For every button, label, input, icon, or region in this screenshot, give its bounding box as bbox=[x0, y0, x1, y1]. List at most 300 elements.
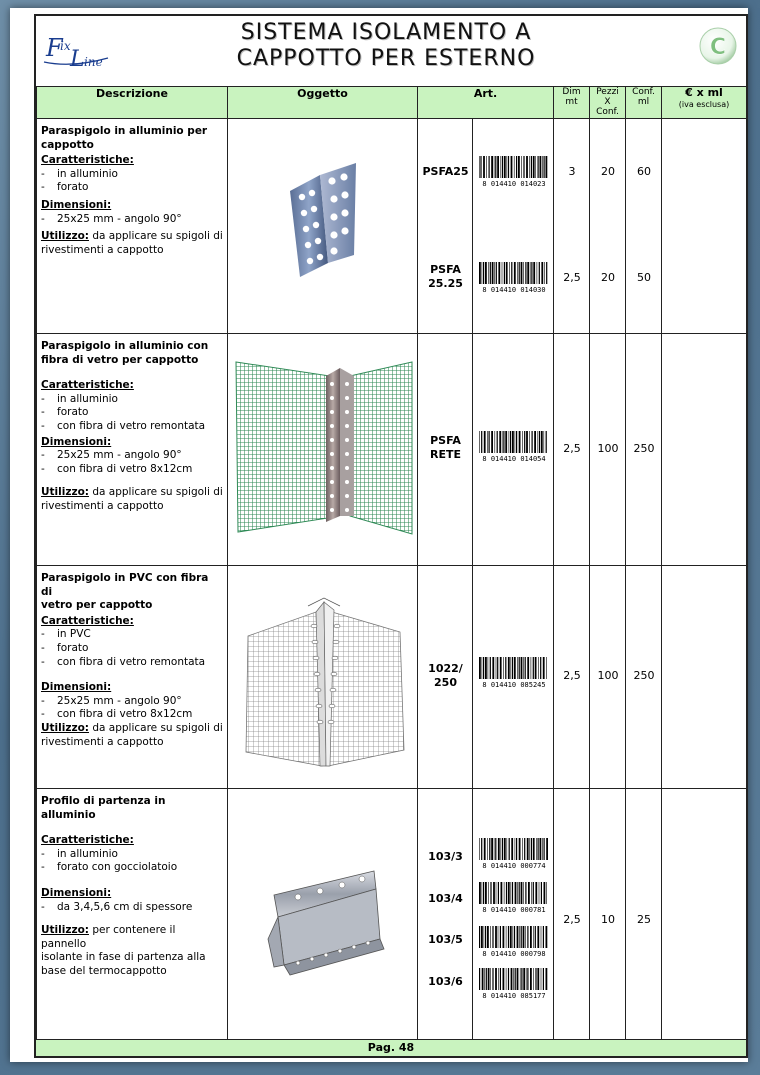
barcode-cell bbox=[473, 119, 554, 334]
barcode-bar bbox=[481, 431, 482, 453]
barcode-bar bbox=[515, 882, 517, 904]
barcode-bar bbox=[514, 156, 515, 178]
barcode-bar bbox=[514, 262, 516, 284]
barcode-bar bbox=[523, 882, 524, 904]
barcode-bar bbox=[529, 838, 530, 860]
dim-cell bbox=[554, 566, 590, 789]
barcode-bar bbox=[535, 968, 536, 990]
conf-cell bbox=[626, 566, 662, 789]
barcode-bar bbox=[539, 882, 540, 904]
use-l2: isolante in fase di partenza alla bbox=[41, 951, 206, 964]
barcode-bar bbox=[538, 156, 539, 178]
barcode bbox=[477, 656, 551, 688]
barcode-bar bbox=[479, 882, 481, 904]
article-code bbox=[418, 434, 473, 462]
table-row bbox=[37, 334, 747, 566]
barcode-bar bbox=[543, 968, 544, 990]
barcode-bar bbox=[498, 838, 500, 860]
barcode-bar bbox=[533, 657, 534, 679]
article-code: 103/5 bbox=[428, 933, 463, 946]
barcode-bar bbox=[500, 926, 501, 948]
col-price bbox=[662, 87, 747, 119]
barcode-bar bbox=[546, 838, 548, 860]
starter-profile-image bbox=[228, 789, 418, 1050]
product-image-cell bbox=[228, 119, 418, 334]
pezzi-cell bbox=[590, 119, 626, 334]
barcode-bar bbox=[535, 882, 537, 904]
barcode-cell bbox=[473, 789, 554, 1055]
product-name bbox=[41, 125, 207, 151]
product-name-l1: Paraspigolo in alluminio con bbox=[41, 340, 209, 352]
conf-cell bbox=[626, 119, 662, 334]
barcode-bar bbox=[495, 968, 497, 990]
barcode-bar bbox=[512, 882, 513, 904]
list-item: - con fibra di vetro remontata bbox=[41, 420, 223, 434]
barcode-bar bbox=[492, 926, 493, 948]
barcode-number: 8 014410 000781 bbox=[482, 906, 546, 913]
car-label: Caratteristiche: bbox=[41, 154, 134, 167]
pezzi-value: 100 bbox=[597, 669, 619, 682]
barcode-bar bbox=[488, 657, 489, 679]
barcode-bar bbox=[481, 926, 483, 948]
barcode-bar bbox=[508, 156, 509, 178]
barcode-bar bbox=[509, 431, 510, 453]
article-code-l2: 25.25 bbox=[428, 277, 463, 290]
barcode-bar bbox=[485, 657, 487, 679]
barcode-bar bbox=[537, 926, 539, 948]
barcode-bar bbox=[538, 431, 539, 453]
barcode-bar bbox=[498, 882, 499, 904]
barcode-bar bbox=[487, 431, 488, 453]
barcode-bar bbox=[484, 838, 486, 860]
price-cell bbox=[662, 334, 747, 566]
usage-text bbox=[41, 486, 223, 513]
barcode-bar bbox=[516, 838, 517, 860]
barcode-bar bbox=[539, 262, 540, 284]
article-code-l1: PSFA bbox=[430, 434, 461, 447]
barcode-bar bbox=[521, 156, 522, 178]
barcode-bar bbox=[496, 882, 497, 904]
barcode-bar bbox=[533, 926, 534, 948]
barcode-bar bbox=[502, 431, 503, 453]
barcode-bar bbox=[506, 262, 508, 284]
dim-label: Dimensioni: bbox=[41, 198, 112, 211]
barcode-bar bbox=[542, 838, 543, 860]
aluminium-corner-bead-image bbox=[228, 119, 418, 329]
list-item: - forato bbox=[41, 181, 223, 195]
barcode-bar bbox=[546, 926, 548, 948]
pvc-corner-bead-image bbox=[228, 566, 418, 784]
barcode-bar bbox=[491, 156, 493, 178]
list-item: - in alluminio bbox=[41, 393, 223, 407]
c-badge-icon bbox=[698, 26, 738, 66]
barcode-bar bbox=[541, 882, 542, 904]
barcode-bar bbox=[512, 431, 514, 453]
table-row bbox=[37, 789, 747, 1055]
barcode-bar bbox=[510, 926, 512, 948]
col-conf bbox=[626, 87, 662, 119]
barcode-bar bbox=[524, 838, 525, 860]
barcode-bar bbox=[502, 262, 503, 284]
barcode-bar bbox=[503, 926, 505, 948]
barcode-bar bbox=[508, 657, 510, 679]
barcode-number: 8 014410 085177 bbox=[482, 992, 546, 999]
barcode-bar bbox=[527, 838, 529, 860]
barcode-bar bbox=[521, 657, 523, 679]
barcode-bar bbox=[544, 156, 545, 178]
product-image-cell bbox=[228, 334, 418, 566]
barcode-bar bbox=[488, 882, 489, 904]
barcode-bar bbox=[509, 262, 510, 284]
product-name-l2: vetro per cappotto bbox=[41, 599, 153, 612]
list-item: - da 3,4,5,6 cm di spessore bbox=[41, 901, 223, 915]
barcode bbox=[477, 261, 551, 293]
barcode-bar bbox=[496, 262, 497, 284]
dim-value: 2,5 bbox=[563, 669, 581, 682]
dim-value: 3 bbox=[568, 165, 576, 178]
article-code bbox=[418, 263, 473, 291]
barcode-bar bbox=[511, 838, 513, 860]
barcode-bar bbox=[503, 968, 505, 990]
barcode-bar bbox=[533, 882, 534, 904]
barcode-bar bbox=[537, 968, 539, 990]
barcode-bar bbox=[531, 156, 532, 178]
pezzi-cell bbox=[590, 334, 626, 566]
barcode-bar bbox=[519, 838, 521, 860]
barcode-bar bbox=[517, 882, 518, 904]
barcode-number: 8 014410 000798 bbox=[482, 950, 546, 957]
barcode-bar bbox=[492, 968, 493, 990]
barcode-bar bbox=[485, 262, 487, 284]
car-label: Caratteristiche: bbox=[41, 614, 134, 627]
barcode-bar bbox=[539, 431, 540, 453]
barcode-bar bbox=[515, 431, 516, 453]
use-l1: da applicare su spigoli di bbox=[88, 721, 223, 734]
barcode-bar bbox=[511, 657, 512, 679]
barcode-number: 8 014410 014030 bbox=[482, 286, 546, 293]
barcode-cell bbox=[473, 566, 554, 789]
barcode-bar bbox=[541, 262, 543, 284]
barcode-bar bbox=[487, 926, 489, 948]
barcode-bar bbox=[540, 838, 542, 860]
barcode-bar bbox=[495, 926, 497, 948]
conf-value: 50 bbox=[637, 271, 651, 284]
barcode-bar bbox=[544, 262, 545, 284]
barcode-bar bbox=[479, 262, 481, 284]
page-title bbox=[176, 20, 596, 72]
art-code-cell bbox=[418, 119, 473, 334]
barcode-bar bbox=[546, 156, 548, 178]
list-item: - in PVC bbox=[41, 628, 223, 642]
barcode-bar bbox=[521, 882, 523, 904]
barcode-bar bbox=[503, 431, 504, 453]
use-l1: per contenere il pannello bbox=[41, 924, 176, 950]
car-label: Caratteristiche: bbox=[41, 379, 134, 392]
barcode-bar bbox=[543, 657, 545, 679]
barcode-bar bbox=[546, 657, 547, 679]
usage-text bbox=[41, 230, 223, 257]
car-label: Caratteristiche: bbox=[41, 834, 134, 847]
fixline-logo bbox=[42, 28, 112, 74]
list-item: - in alluminio bbox=[41, 168, 223, 182]
article-code: 103/3 bbox=[428, 850, 463, 863]
product-description bbox=[37, 789, 228, 1055]
col-oggetto: Oggetto bbox=[228, 87, 418, 119]
barcode-bar bbox=[482, 262, 483, 284]
table-header-row bbox=[37, 87, 747, 119]
barcode-bar bbox=[501, 882, 503, 904]
use-label: Utilizzo: bbox=[41, 486, 89, 499]
aluminium-fiberglass-corner-image bbox=[228, 334, 418, 561]
barcode-bar bbox=[505, 431, 507, 453]
article-code-l2: 250 bbox=[434, 676, 457, 689]
col-pezzi-l1: Pezzi bbox=[596, 87, 619, 97]
barcode-bar bbox=[497, 156, 499, 178]
product-description bbox=[37, 334, 228, 566]
article-code: 103/4 bbox=[428, 892, 463, 905]
barcode-bar bbox=[521, 262, 523, 284]
barcode-bar bbox=[546, 968, 548, 990]
barcode-bar bbox=[479, 838, 480, 860]
pezzi-cell bbox=[590, 566, 626, 789]
product-image-cell bbox=[228, 789, 418, 1055]
barcode-bar bbox=[488, 968, 490, 990]
barcode-bar bbox=[479, 657, 481, 679]
barcode-bar bbox=[531, 657, 532, 679]
conf-value: 250 bbox=[633, 442, 655, 455]
product-image-cell bbox=[228, 566, 418, 789]
dim-value: 2,5 bbox=[563, 913, 581, 926]
page-frame bbox=[34, 14, 748, 1058]
barcode bbox=[477, 881, 551, 913]
barcode bbox=[477, 967, 551, 999]
svg-text:ine: ine bbox=[84, 55, 103, 69]
barcode-bar bbox=[479, 926, 480, 948]
price-cell bbox=[662, 566, 747, 789]
product-name-l2: cappotto bbox=[41, 138, 94, 151]
art-code-cell bbox=[418, 789, 473, 1055]
col-art: Art. bbox=[418, 87, 554, 119]
barcode-bar bbox=[538, 657, 539, 679]
barcode-bar bbox=[501, 838, 502, 860]
barcode-bar bbox=[516, 431, 517, 453]
svg-text:L: L bbox=[70, 47, 85, 72]
barcode-bar bbox=[482, 657, 483, 679]
barcode-bar bbox=[525, 262, 526, 284]
dim-label: Dimensioni: bbox=[41, 435, 112, 448]
barcode-bar bbox=[506, 968, 507, 990]
barcode-bar bbox=[489, 156, 490, 178]
barcode-bar bbox=[544, 838, 545, 860]
barcode-bar bbox=[498, 926, 499, 948]
barcode-bar bbox=[490, 657, 491, 679]
barcode-bar bbox=[485, 926, 486, 948]
barcode-bar bbox=[506, 926, 507, 948]
barcode-bar bbox=[521, 968, 522, 990]
page-number: Pag. 48 bbox=[36, 1039, 746, 1056]
barcode-bar bbox=[533, 262, 535, 284]
barcode-bar bbox=[508, 968, 509, 990]
barcode-bar bbox=[511, 968, 513, 990]
barcode-bar bbox=[530, 926, 532, 948]
barcode-bar bbox=[523, 926, 525, 948]
article-code-l2: RETE bbox=[429, 448, 461, 461]
barcode-bar bbox=[483, 657, 484, 679]
barcode-bar bbox=[486, 156, 487, 178]
barcode-bar bbox=[507, 156, 508, 178]
product-name-l1: Paraspigolo in PVC con fibra di bbox=[41, 572, 209, 598]
barcode-bar bbox=[524, 431, 525, 453]
barcode-bar bbox=[512, 657, 513, 679]
col-dim bbox=[554, 87, 590, 119]
conf-value: 60 bbox=[637, 165, 651, 178]
dim-cell bbox=[554, 334, 590, 566]
barcode-bar bbox=[497, 431, 498, 453]
product-name bbox=[41, 572, 208, 611]
barcode-bar bbox=[501, 156, 502, 178]
barcode-bar bbox=[529, 431, 530, 453]
barcode-bar bbox=[481, 838, 482, 860]
barcode-bar bbox=[502, 156, 503, 178]
barcode-number: 8 014410 085245 bbox=[482, 681, 546, 688]
dim-cell bbox=[554, 119, 590, 334]
article-code-l1: PSFA bbox=[430, 263, 461, 276]
page-header bbox=[36, 16, 746, 87]
barcode-bar bbox=[515, 838, 516, 860]
barcode-bar bbox=[525, 926, 526, 948]
barcode-bar bbox=[518, 156, 520, 178]
barcode-bar bbox=[495, 838, 496, 860]
barcode-bar bbox=[544, 882, 546, 904]
conf-value: 25 bbox=[637, 913, 651, 926]
barcode-bar bbox=[483, 262, 484, 284]
article-code: PSFA25 bbox=[422, 165, 469, 178]
barcode-bar bbox=[491, 838, 493, 860]
pezzi-cell bbox=[590, 789, 626, 1055]
conf-value: 250 bbox=[633, 669, 655, 682]
barcode-bar bbox=[519, 262, 520, 284]
barcode-cell bbox=[473, 334, 554, 566]
article-code bbox=[418, 662, 473, 690]
barcode-bar bbox=[541, 968, 542, 990]
barcode-bar bbox=[514, 657, 516, 679]
barcode-bar bbox=[498, 968, 499, 990]
barcode bbox=[477, 430, 551, 462]
article-code: 103/6 bbox=[428, 975, 463, 988]
barcode bbox=[477, 837, 551, 869]
barcode-bar bbox=[491, 431, 493, 453]
barcode-bar bbox=[538, 838, 539, 860]
barcode-bar bbox=[540, 156, 542, 178]
barcode-bar bbox=[523, 156, 524, 178]
barcode-bar bbox=[484, 431, 486, 453]
dim-value: 2,5 bbox=[563, 442, 581, 455]
barcode-bar bbox=[534, 431, 536, 453]
barcode-bar bbox=[536, 838, 537, 860]
barcode-bar bbox=[500, 968, 501, 990]
barcode-bar bbox=[506, 882, 507, 904]
barcode-bar bbox=[490, 968, 491, 990]
list-item: - con fibra di vetro 8x12cm bbox=[41, 708, 223, 722]
barcode-bar bbox=[533, 156, 535, 178]
use-l1: da applicare su spigoli di bbox=[88, 230, 223, 243]
product-name-l1: Paraspigolo in alluminio per bbox=[41, 125, 208, 137]
col-dim-l2: mt bbox=[565, 97, 578, 107]
col-conf-l2: ml bbox=[637, 97, 650, 107]
barcode-bar bbox=[519, 431, 521, 453]
col-conf-l1: Conf. bbox=[632, 87, 655, 97]
svg-text:F: F bbox=[46, 34, 63, 62]
barcode-bar bbox=[519, 657, 520, 679]
barcode-bar bbox=[530, 262, 531, 284]
barcode-bar bbox=[546, 262, 547, 284]
use-l2: rivestimenti a cappotto bbox=[41, 499, 164, 512]
use-l2: rivestimenti a cappotto bbox=[41, 243, 164, 256]
list-item: - 25x25 mm - angolo 90° bbox=[41, 449, 223, 463]
svg-text:C: C bbox=[709, 35, 727, 60]
barcode-bar bbox=[531, 262, 532, 284]
barcode-bar bbox=[511, 156, 513, 178]
barcode-bar bbox=[546, 431, 547, 453]
product-name-l2: fibra di vetro per cappotto bbox=[41, 353, 199, 366]
barcode-bar bbox=[492, 262, 494, 284]
conf-cell bbox=[626, 334, 662, 566]
barcode-bar bbox=[517, 968, 519, 990]
barcode-bar bbox=[504, 838, 506, 860]
barcode-bar bbox=[495, 156, 496, 178]
barcode-bar bbox=[502, 838, 503, 860]
use-label: Utilizzo: bbox=[41, 230, 89, 243]
barcode-bar bbox=[531, 838, 532, 860]
use-label: Utilizzo: bbox=[41, 721, 89, 734]
barcode-bar bbox=[526, 968, 527, 990]
use-l3: base del termocappotto bbox=[41, 964, 167, 977]
barcode-bar bbox=[490, 882, 491, 904]
barcode-bar bbox=[494, 262, 495, 284]
dim-value: 2,5 bbox=[563, 271, 581, 284]
barcode-bar bbox=[490, 926, 491, 948]
barcode-bar bbox=[541, 926, 542, 948]
barcode-bar bbox=[487, 838, 488, 860]
col-pezzi-l3: Conf. bbox=[596, 107, 619, 117]
barcode-bar bbox=[510, 431, 511, 453]
barcode-bar bbox=[526, 431, 528, 453]
barcode-bar bbox=[511, 882, 512, 904]
barcode-bar bbox=[497, 657, 498, 679]
product-description bbox=[37, 119, 228, 334]
dim-label: Dimensioni: bbox=[41, 681, 112, 694]
barcode-bar bbox=[484, 926, 485, 948]
barcode-bar bbox=[517, 262, 518, 284]
price-cell bbox=[662, 789, 747, 1055]
barcode-bar bbox=[479, 431, 480, 453]
barcode-bar bbox=[509, 838, 510, 860]
catalog-sheet bbox=[10, 8, 748, 1062]
list-item: - con fibra di vetro 8x12cm bbox=[41, 463, 223, 477]
barcode-bar bbox=[513, 926, 514, 948]
barcode-bar bbox=[514, 926, 515, 948]
barcode-bar bbox=[511, 262, 512, 284]
barcode-bar bbox=[527, 657, 529, 679]
use-l2: rivestimenti a cappotto bbox=[41, 735, 164, 748]
barcode-bar bbox=[542, 156, 543, 178]
list-item: - con fibra di vetro remontata bbox=[41, 656, 223, 670]
barcode-bar bbox=[527, 968, 528, 990]
barcode-bar bbox=[527, 262, 529, 284]
pezzi-value: 100 bbox=[597, 442, 619, 455]
barcode-bar bbox=[492, 657, 494, 679]
barcode-bar bbox=[519, 882, 520, 904]
